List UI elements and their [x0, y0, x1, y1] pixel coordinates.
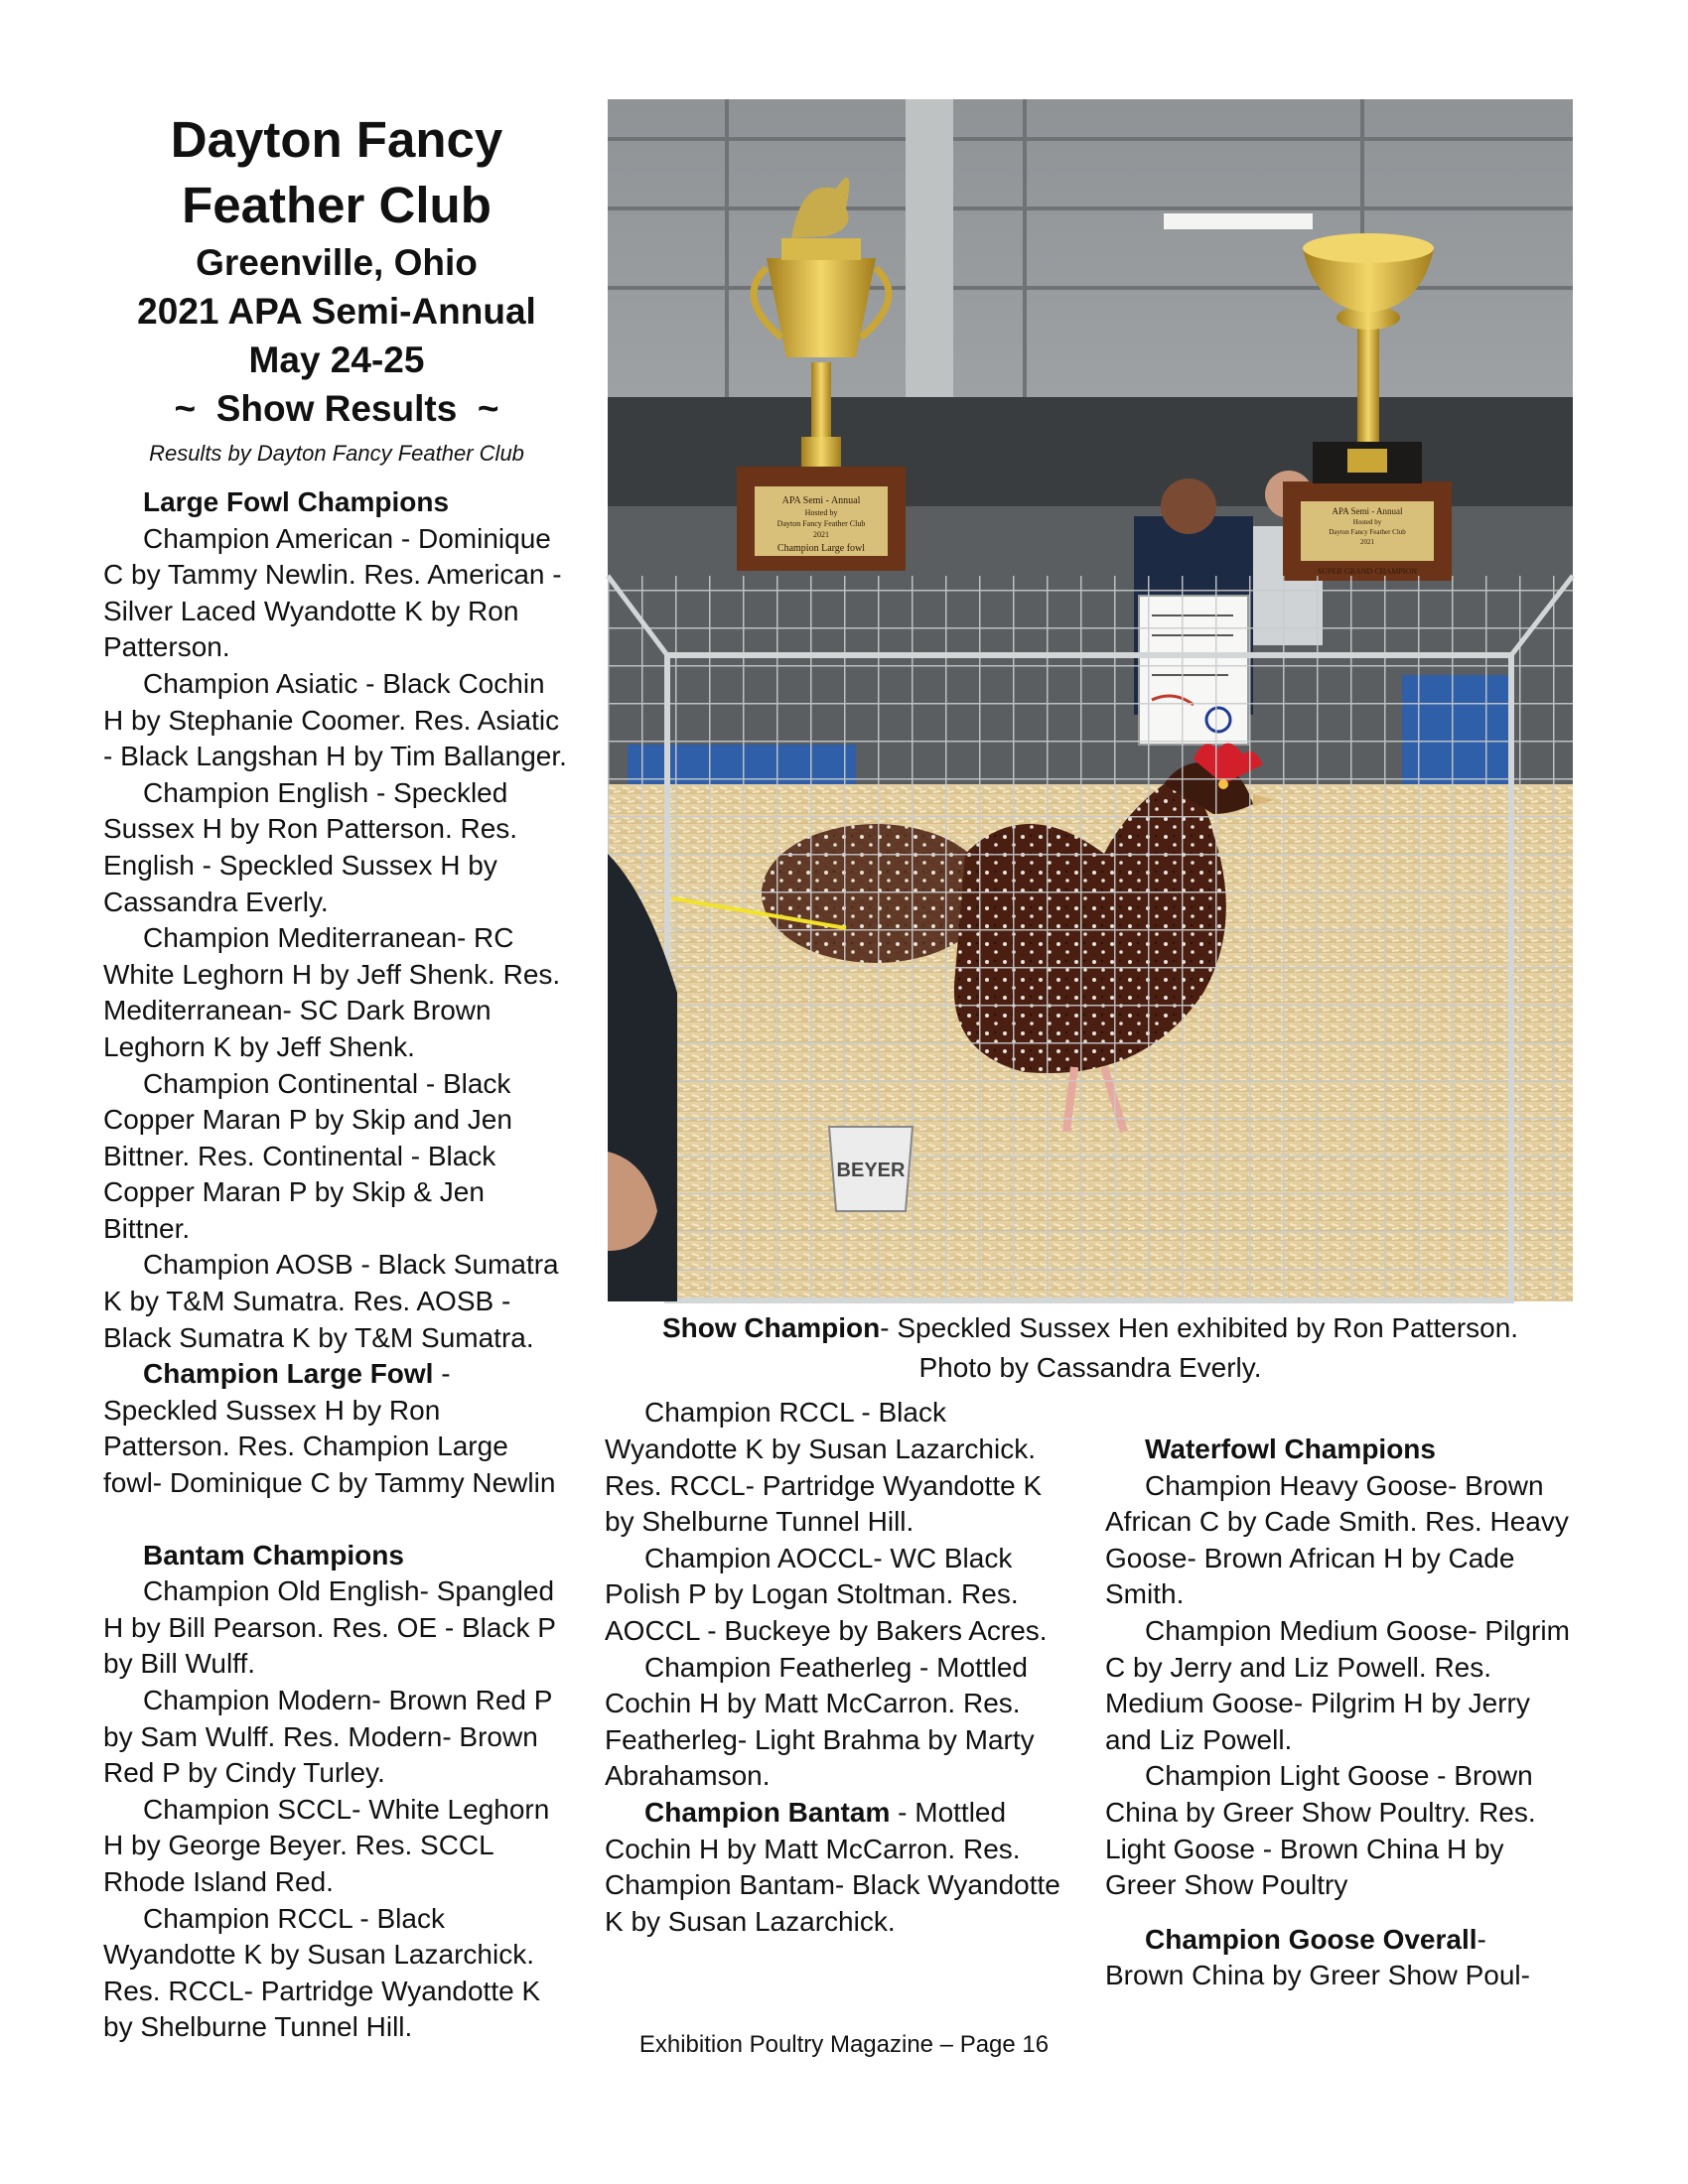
- champion-featherleg: Champion Featherleg - Mottled Cochin H by Matt McCarron. Res. Featherleg- Light Brahma by Marty Abrahamson.: [605, 1651, 1035, 1792]
- caption-lead: Show Champion: [661, 1312, 881, 1343]
- caption-text: - Speckled Sussex Hen exhibited by Ron Patterson.: [880, 1312, 1519, 1343]
- champion-modern: Champion Modern- Brown Red P by Sam Wulff. Res. Modern- Brown Red P by Cindy Turley.: [103, 1685, 552, 1789]
- article-title-line-1: Dayton Fancy: [170, 111, 503, 168]
- trophy-right-text-2: Hosted by: [1352, 518, 1382, 526]
- photo-illustration: [608, 99, 1573, 1301]
- champion-large-fowl: [103, 1356, 570, 1501]
- water-cup: [829, 1127, 913, 1211]
- trophy-right-text-1: APA Semi - Annual: [1332, 506, 1403, 516]
- right-column: [1105, 1432, 1572, 1994]
- photo-caption: [608, 1308, 1573, 1388]
- champion-goose-overall-text: - Brown China by Greer Show Poul-: [1105, 1923, 1530, 1991]
- champion-rccl-continued: [605, 1397, 1071, 1541]
- champion-goose-overall-label: Champion Goose Overall: [1145, 1923, 1477, 1955]
- champion-rccl: [103, 1901, 570, 2043]
- champion-large-fowl-text: - Speckled Sussex H by Ron Patterson. Res. Champion Large fowl- Dominique C by Tammy Newlin: [103, 1358, 556, 1499]
- trophy-left-text-2: Hosted by: [804, 508, 838, 517]
- left-column: [103, 107, 570, 2043]
- champion-english: Champion English - Speckled Sussex H by Ron Patterson. Res. English - Speckled Sussex H by Cassandra Everly.: [103, 776, 518, 917]
- large-fowl-section: [103, 484, 570, 2043]
- champion-continental: Champion Continental - Black Copper Maran P by Skip and Jen Bittner. Res. Continental - Black Copper Maran P by Skip & Jen Bittner.: [103, 1067, 512, 1244]
- location: Greenville, Ohio: [196, 242, 478, 283]
- trophy-left-text-1: APA Semi - Annual: [781, 495, 861, 506]
- trophy-right-text-3: Dayton Fancy Feather Club: [1329, 528, 1406, 536]
- champion-american: Champion American - Dominique C by Tammy Newlin. Res. American - Silver Laced Wyandotte K by Ron Patterson.: [103, 522, 562, 663]
- champion-medium-goose: Champion Medium Goose- Pilgrim C by Jerry and Liz Powell. Res. Medium Goose- Pilgrim H by Jerry and Liz Powell.: [1105, 1614, 1570, 1755]
- trophy-left-text-5: Champion Large fowl: [776, 543, 866, 554]
- show-results-heading: ~ Show Results ~: [174, 388, 499, 429]
- champion-goose-overall: [1105, 1922, 1572, 1994]
- champion-aosb: Champion AOSB - Black Sumatra K by T&M Sumatra. Res. AOSB - Black Sumatra K by T&M Sumatra.: [103, 1249, 559, 1353]
- waterfowl-heading: Waterfowl Champions: [1145, 1433, 1436, 1464]
- trophy-right-text-5: SUPER GRAND CHAMPION: [1317, 567, 1418, 576]
- champion-light-goose: Champion Light Goose - Brown China by Greer Show Poultry. Res. Light Goose - Brown China H by Greer Show Poultry: [1105, 1760, 1536, 1901]
- champion-mediterranean: Champion Mediterranean- RC White Leghorn H by Jeff Shenk. Res. Mediterranean- SC Dark Brown Leghorn K by Jeff Shenk.: [103, 922, 561, 1062]
- byline: Results by Dayton Fancy Feather Club: [149, 441, 524, 466]
- trophy-left-text-4: 2021: [813, 530, 829, 539]
- champion-bantam: [605, 1795, 1071, 1940]
- champion-aoccl: Champion AOCCL- WC Black Polish P by Logan Stoltman. Res. AOCCL - Buckeye by Bakers Acres.: [605, 1542, 1048, 1646]
- champion-asiatic: Champion Asiatic - Black Cochin H by Stephanie Coomer. Res. Asiatic - Black Langshan H by Tim Ballanger.: [103, 667, 567, 772]
- show-champion-photo: [608, 99, 1573, 1301]
- article-title-line-2: Feather Club: [182, 177, 492, 233]
- article-header: [103, 107, 570, 471]
- page-footer: Exhibition Poultry Magazine – Page 16: [638, 2031, 1050, 2058]
- champion-rccl-text: Champion RCCL - Black Wyandotte K by Susan Lazarchick. Res. RCCL- Partridge Wyandotte K by Shelburne Tunnel Hill.: [103, 1902, 541, 2043]
- cup-text: BEYER: [836, 1160, 906, 1181]
- champion-heavy-goose: Champion Heavy Goose- Brown African C by Cade Smith. Res. Heavy Goose- Brown African H by Cade Smith.: [1105, 1469, 1569, 1610]
- champion-bantam-label: Champion Bantam: [644, 1796, 891, 1828]
- event-name: 2021 APA Semi-Annual: [137, 291, 536, 332]
- rccl-continued-text: Champion RCCL - Black Wyandotte K by Susan Lazarchick. Res. RCCL- Partridge Wyandotte K by Shelburne Tunnel Hill.: [605, 1397, 1043, 1538]
- photo-credit: Photo by Cassandra Everly.: [918, 1352, 1262, 1383]
- trophy-right-text-4: 2021: [1360, 538, 1374, 546]
- champion-sccl: Champion SCCL- White Leghorn H by George Beyer. Res. SCCL Rhode Island Red.: [103, 1793, 550, 1897]
- champion-bantam-text: - Mottled Cochin H by Matt McCarron. Res. Champion Bantam- Black Wyandotte K by Susan Lazarchick.: [605, 1796, 1060, 1937]
- large-fowl-heading: Large Fowl Champions: [143, 486, 450, 517]
- bantam-heading: Bantam Champions: [143, 1539, 404, 1570]
- event-dates: May 24-25: [248, 340, 425, 380]
- champion-large-fowl-label: Champion Large Fowl: [143, 1358, 434, 1390]
- champion-old-english: Champion Old English- Spangled H by Bill Pearson. Res. OE - Black P by Bill Wulff.: [103, 1575, 556, 1680]
- trophy-left-text-3: Dayton Fancy Feather Club: [776, 519, 866, 528]
- middle-column: [605, 1397, 1071, 1940]
